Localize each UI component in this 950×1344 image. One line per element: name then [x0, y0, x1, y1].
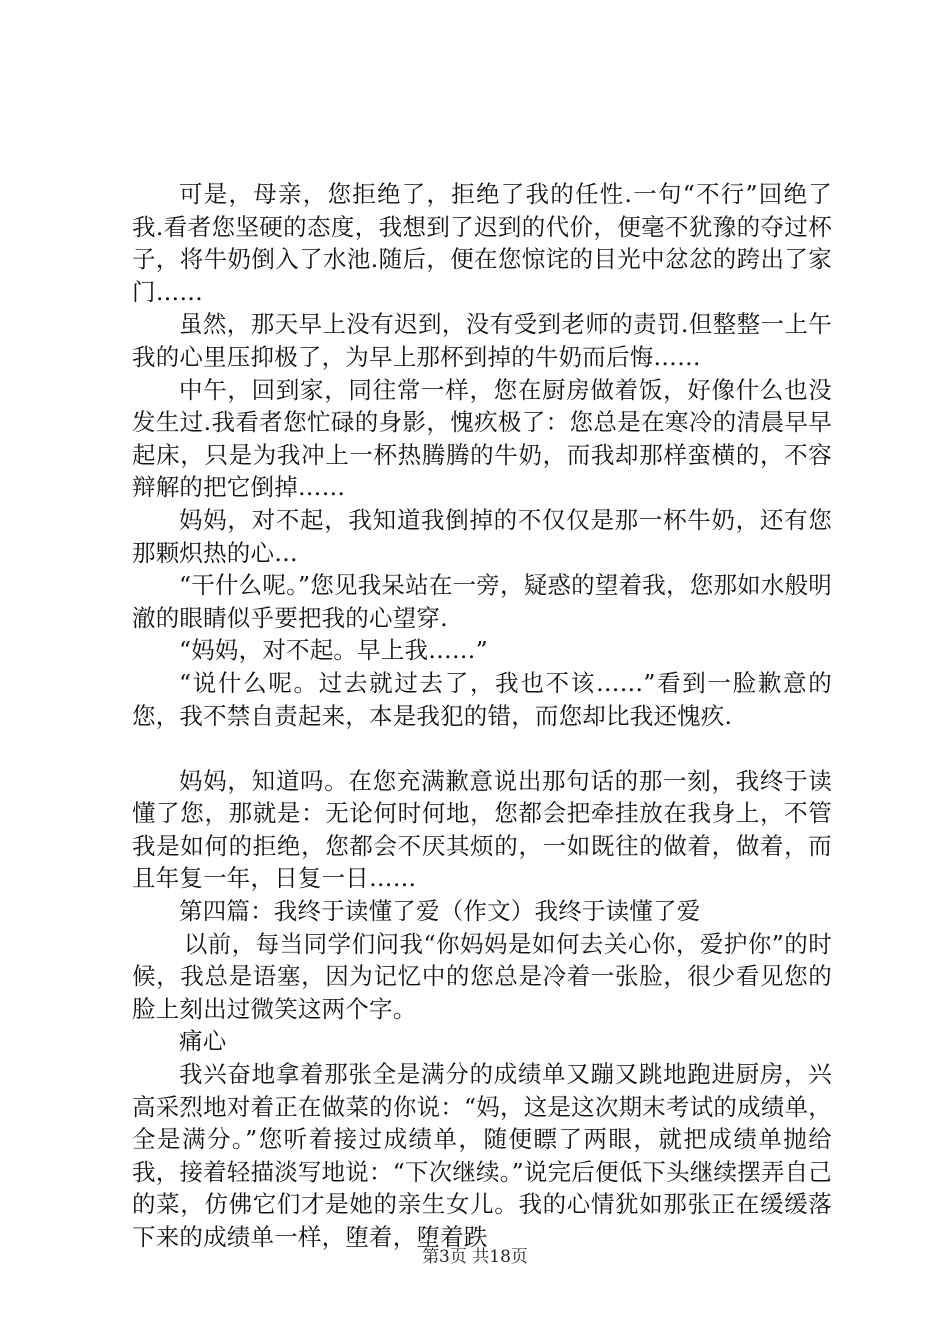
- subheading: 痛心: [179, 1027, 227, 1056]
- paragraph: “干什么呢。”您见我呆站在一旁，疑惑的望着我，您那如水般明澈的眼睛似乎要把我的心望穿.: [132, 571, 832, 632]
- blank-line: [132, 732, 832, 765]
- paragraph: “妈妈，对不起。早上我……”: [179, 636, 488, 665]
- paragraph: “说什么呢。过去就过去了，我也不该……”看到一脸歉意的您，我不禁自责起来，本是我犯的错，而您却比我还愧疚.: [132, 668, 832, 730]
- paragraph: 以前，每当同学们问我“你妈妈是如何去关心你，爱护你”的时候，我总是语塞，因为记忆中的您总是冷着一张脸，很少看见您的脸上刻出过微笑这两个字。: [132, 929, 832, 1023]
- paragraph: 虽然，那天早上没有迟到，没有受到老师的责罚.但整整一上午我的心里压抑极了，为早上那杯到掉的牛奶而后悔……: [132, 310, 832, 371]
- paragraph: 妈妈，知道吗。在您充满歉意说出那句话的那一刻，我终于读懂了您，那就是：无论何时何地，您都会把牵挂放在我身上，不管我是如何的拒绝，您都会不厌其烦的，一如既往的做着，做着，而且年复一年，日复一日……: [132, 766, 832, 893]
- body-text: [132, 178, 832, 1254]
- paragraph: 可是，母亲，您拒绝了，拒绝了我的任性.一句“不行”回绝了我.看者您坚硬的态度，我想到了迟到的代价，便毫不犹豫的夺过杯子，将牛奶倒入了水池.随后，便在您惊诧的目光中忿忿的跨出了家门……: [132, 180, 832, 306]
- paragraph: 妈妈，对不起，我知道我倒掉的不仅仅是那一杯牛奶，还有您那颗炽热的心…: [132, 505, 832, 567]
- section-heading: 第四篇：我终于读懂了爱（作文）我终于读懂了爱: [179, 897, 701, 926]
- paragraph: 我兴奋地拿着那张全是满分的成绩单又蹦又跳地跑进厨房，兴高采烈地对着正在做菜的你说：“妈，这是这次期末考试的成绩单，全是满分。”您听着接过成绩单，随便瞟了两眼，就把成绩单抛给我，接着轻描淡写地说：“下次继续。”说完后便低下头继续摆弄自己的菜，仿佛它们才是她的亲生女儿。我的心情犹如那张正在缓缓落下来的成绩单一样，堕着，堕着跌: [132, 1060, 832, 1251]
- paragraph: 中午，回到家，同往常一样，您在厨房做着饭，好像什么也没发生过.我看者您忙碌的身影，愧疚极了：您总是在寒冷的清晨早早起床，只是为我冲上一杯热腾腾的牛奶，而我却那样蛮横的，不容辩解的把它倒掉……: [132, 375, 832, 502]
- page-footer: 第3页 共18页: [422, 1247, 528, 1267]
